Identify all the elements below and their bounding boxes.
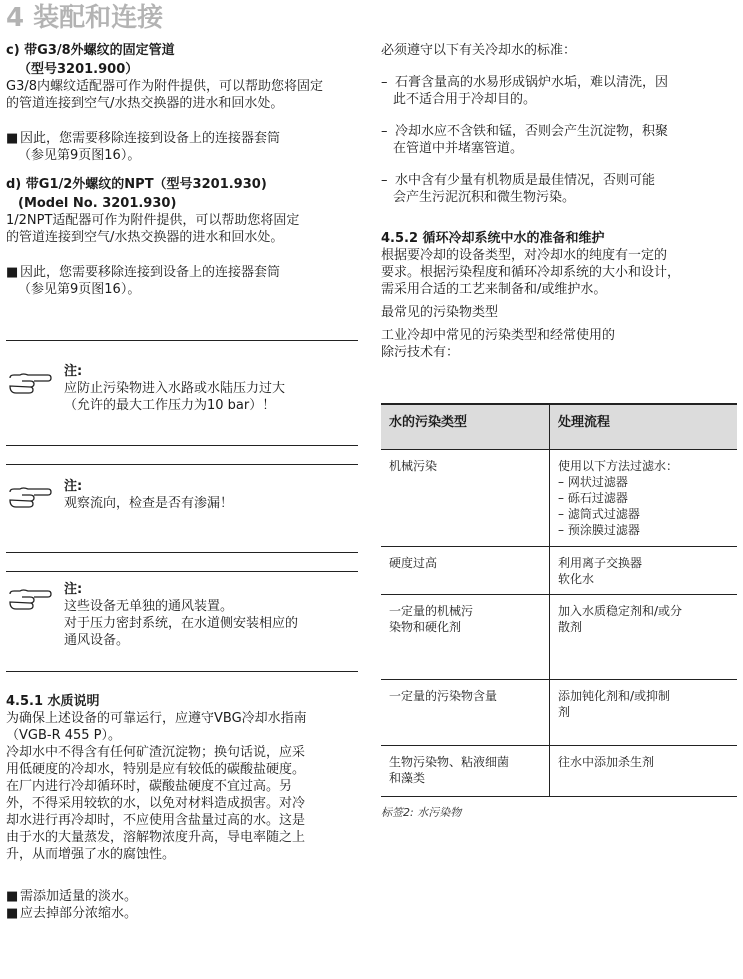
section-c-bullet: ■ 因此，您需要移除连接到设备上的连接器套筒 bbox=[6, 131, 281, 146]
table-row bbox=[381, 450, 737, 547]
table-cell: 一定量的机械污 染物和硬化剂 bbox=[381, 595, 550, 680]
paragraph-line: 由于水的大量蒸发，溶解物浓度升高，导电率随之上 bbox=[6, 830, 306, 845]
divider bbox=[6, 552, 358, 553]
section-d-bullet-ref: （参见第9页图16）。 bbox=[18, 282, 141, 297]
note-1 bbox=[64, 363, 358, 414]
note-title: 注: bbox=[64, 479, 83, 494]
bullet-item: ■ 应去掉部分浓缩水。 bbox=[6, 906, 138, 921]
table-row bbox=[381, 746, 737, 797]
note-title: 注: bbox=[64, 582, 83, 597]
table-cell: 利用离子交换器 软化水 bbox=[550, 547, 738, 595]
table-cell: 使用以下方法过滤水： – 网状过滤器 – 砾石过滤器 – 滤筒式过滤器 – 预涂膜过滤器 bbox=[550, 450, 738, 547]
table-row bbox=[381, 680, 737, 746]
table-cell: 一定量的污染物含量 bbox=[381, 680, 550, 746]
section-heading: 4.5.1 水质说明 bbox=[6, 694, 100, 709]
section-d-model: (Model No. 3201.930) bbox=[18, 196, 177, 211]
paragraph-line: 工业冷却中常见的污染类型和经常使用的 bbox=[381, 328, 616, 343]
section-c-text: G3/8内螺纹适配器可作为附件提供，可以帮助您将固定 bbox=[6, 79, 323, 94]
table-cell: 硬度过高 bbox=[381, 547, 550, 595]
table-caption: 标签2: 水污染物 bbox=[381, 806, 462, 819]
paragraph-line: 升，从而增强了水的腐蚀性。 bbox=[6, 847, 176, 862]
paragraph-line: 却水进行再冷却时，不应使用含盐量过高的水。这是 bbox=[6, 813, 306, 828]
standard-item: – 水中含有少量有机物质是最佳情况，否则可能 会产生污泥沉积和微生物污染。 bbox=[381, 173, 656, 205]
pointing-hand-icon bbox=[8, 372, 52, 394]
note-2 bbox=[64, 478, 358, 512]
paragraph-line: （VGB-R 455 P）。 bbox=[6, 728, 122, 743]
section-d-text: 的管道连接到空气/水热交换器的进水和回水处。 bbox=[6, 230, 284, 245]
paragraph-line: 在厂内进行冷却循环时，碳酸盐硬度不宜过高。另 bbox=[6, 779, 293, 794]
note-3 bbox=[64, 581, 358, 649]
divider bbox=[6, 445, 358, 446]
bullet-item: ■ 需添加适量的淡水。 bbox=[6, 889, 138, 904]
pointing-hand-icon bbox=[8, 588, 52, 610]
note-text: 观察流向，检查是否有渗漏！ bbox=[64, 496, 234, 511]
paragraph-line: 冷却水中不得含有任何矿渣沉淀物；换句话说，应采 bbox=[6, 745, 306, 760]
note-title: 注: bbox=[64, 364, 83, 379]
note-text: 通风设备。 bbox=[64, 633, 130, 648]
section-4-5-1 bbox=[6, 693, 362, 922]
table-cell: 加入水质稳定剂和/或分 散剂 bbox=[550, 595, 738, 680]
paragraph-line: 最常见的污染物类型 bbox=[381, 305, 499, 320]
table-row bbox=[381, 547, 737, 595]
note-text: 这些设备无单独的通风装置。 bbox=[64, 599, 234, 614]
section-d-text: 1/2NPT适配器可作为附件提供，可以帮助您将固定 bbox=[6, 213, 300, 228]
section-heading: 4.5.2 循环冷却系统中水的准备和维护 bbox=[381, 231, 605, 246]
table-cell: 添加钝化剂和/或抑制 剂 bbox=[550, 680, 738, 746]
section-c-bullet-ref: （参见第9页图16）。 bbox=[18, 148, 141, 163]
table-cell: 生物污染物、粘液细菌 和藻类 bbox=[381, 746, 550, 797]
divider bbox=[6, 340, 358, 341]
left-column bbox=[6, 42, 358, 298]
paragraph-line: 为确保上述设备的可靠运行，应遵守VBG冷却水指南 bbox=[6, 711, 307, 726]
paragraph-line: 外，不得采用较软的水，以免对材料造成损害。对冷 bbox=[6, 796, 306, 811]
standard-item: – 石膏含量高的水易形成锅炉水垢，难以清洗，因 此不适合用于冷却目的。 bbox=[381, 75, 669, 107]
paragraph-line: 要求。根据污染程度和循环冷却系统的大小和设计， bbox=[381, 265, 681, 280]
note-text: 对于压力密封系统，在水道侧安装相应的 bbox=[64, 616, 299, 631]
section-d-bullet: ■ 因此，您需要移除连接到设备上的连接器套筒 bbox=[6, 265, 281, 280]
paragraph-line: 需采用合适的工艺来制备和/或维护水。 bbox=[381, 282, 607, 297]
paragraph-line: 用低硬度的冷却水，特别是应有较低的碳酸盐硬度。 bbox=[6, 762, 306, 777]
paragraph-line: 根据要冷却的设备类型，对冷却水的纯度有一定的 bbox=[381, 248, 668, 263]
section-c-heading: c) 带G3/8外螺纹的固定管道 bbox=[6, 43, 175, 58]
paragraph-line: 除污技术有： bbox=[381, 345, 460, 360]
note-text: 应防止污染物进入水路或水陆压力过大 bbox=[64, 381, 286, 396]
note-text: （允许的最大工作压力为10 bar）！ bbox=[64, 398, 276, 413]
section-d-heading: d) 带G1/2外螺纹的NPT（型号3201.930) bbox=[6, 177, 267, 192]
table-header-cell: 水的污染类型 bbox=[381, 404, 550, 450]
divider bbox=[6, 571, 358, 572]
table-header-cell: 处理流程 bbox=[550, 404, 738, 450]
table-cell: 机械污染 bbox=[381, 450, 550, 547]
contamination-table bbox=[381, 403, 737, 797]
section-c-model: （型号3201.900） bbox=[18, 62, 139, 77]
right-column bbox=[381, 42, 737, 361]
standard-item: – 冷却水应不含铁和锰，否则会产生沉淀物，积聚 在管道中并堵塞管道。 bbox=[381, 124, 669, 156]
table-header-row bbox=[381, 404, 737, 450]
pointing-hand-icon bbox=[8, 486, 52, 508]
page-title: 4 装配和连接 bbox=[6, 3, 164, 33]
divider bbox=[6, 671, 358, 672]
divider bbox=[6, 464, 358, 465]
table-row bbox=[381, 595, 737, 680]
intro-text: 必须遵守以下有关冷却水的标准： bbox=[381, 43, 577, 58]
table-cell: 往水中添加杀生剂 bbox=[550, 746, 738, 797]
section-c-text: 的管道连接到空气/水热交换器的进水和回水处。 bbox=[6, 96, 284, 111]
